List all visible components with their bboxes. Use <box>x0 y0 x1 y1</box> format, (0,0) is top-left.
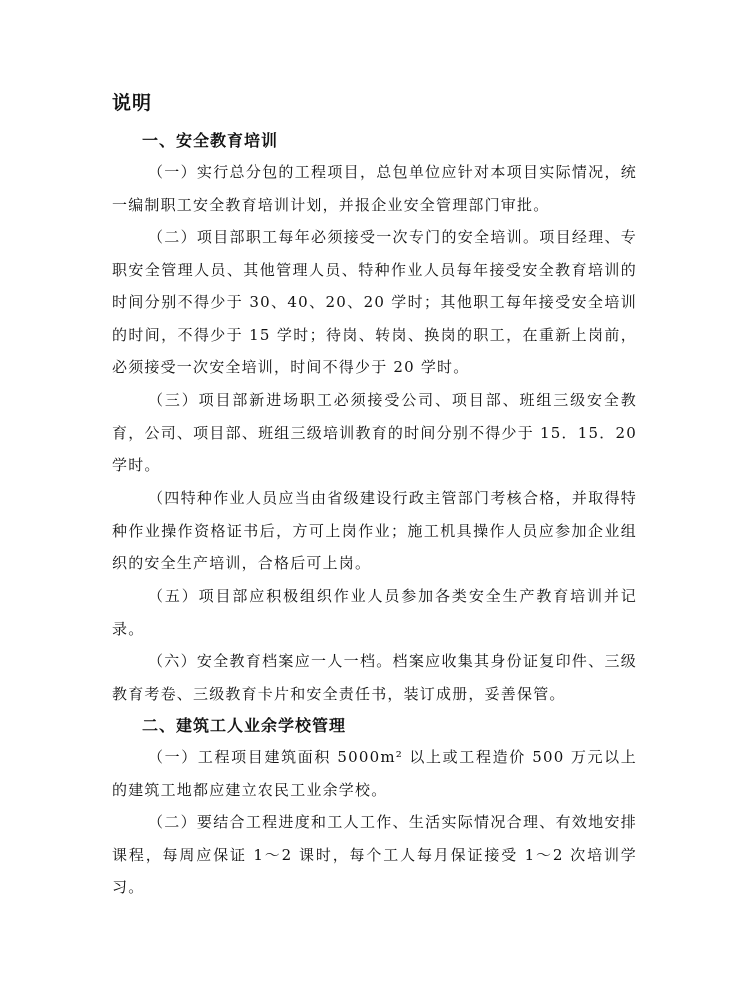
paragraph: （一）工程项目建筑面积 5000m² 以上或工程造价 500 万元以上的建筑工地都应建立农民工业余学校。 <box>112 748 637 799</box>
document-title: 说明 <box>112 92 153 114</box>
paragraph: （六）安全教育档案应一人一档。档案应收集其身份证复印件、三级教育考卷、三级教育卡片和安全责任书，装订成册，妥善保管。 <box>112 652 637 703</box>
paragraph: （五）项目部应积极组织作业人员参加各类安全生产教育培训并记录。 <box>112 587 637 638</box>
paragraph: （三）项目部新进场职工必须接受公司、项目部、班组三级安全教育，公司、项目部、班组三级培训教育的时间分别不得少于 15．15．20 学时。 <box>112 391 637 474</box>
section-heading-worker-school: 二、建筑工人业余学校管理 <box>142 716 347 735</box>
paragraph: （一）实行总分包的工程项目，总包单位应针对本项目实际情况，统一编制职工安全教育培训计划，并报企业安全管理部门审批。 <box>112 163 637 214</box>
paragraph: （二）项目部职工每年必须接受一次专门的安全培训。项目经理、专职安全管理人员、其他管理人员、特种作业人员每年接受安全教育培训的时间分别不得少于 30、40、20、20 学时；其他职工每年接受安全培训的时间，不得少于 15 学时；待岗、转岗、换岗的职工，在重新上岗前，必须接受一次安全培训，时间不得少于 20 学时。 <box>112 228 637 376</box>
paragraph: （二）要结合工程进度和工人工作、生活实际情况合理、有效地安排课程，每周应保证 1～2 课时，每个工人每月保证接受 1～2 次培训学习。 <box>112 813 637 896</box>
paragraph: （四特种作业人员应当由省级建设行政主管部门考核合格，并取得特种作业操作资格证书后，方可上岗作业；施工机具操作人员应参加企业组织的安全生产培训，合格后可上岗。 <box>112 489 637 572</box>
section-heading-safety-training: 一、安全教育培训 <box>142 131 279 150</box>
